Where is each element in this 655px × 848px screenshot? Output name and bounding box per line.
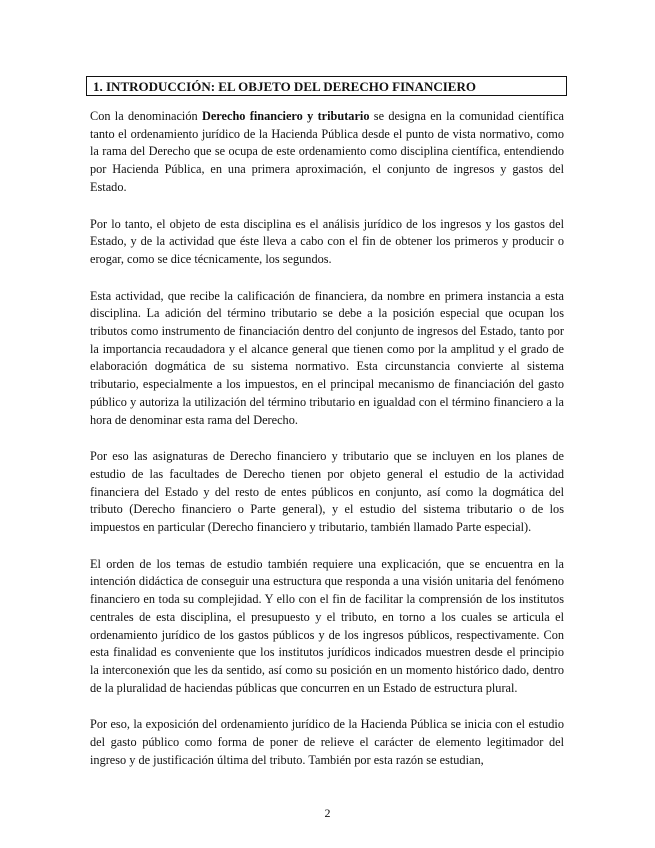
paragraph-3: Esta actividad, que recibe la calificación de financiera, da nombre en primera instancia a esta disciplina. La adición del término tributario se debe a la posición especial que ocupan los tributos como instrumento de financiación dentro del conjunto de ingresos del Estado, tanto por la importancia recaudadora y el alcance general que tienen como por la amplitud y el grado de elaboración dogmática de su sistema normativo. Esta circunstancia convierte al sistema tributario, especialmente a los impuestos, en el principal mecanismo de financiación del gasto público y autoriza la utilización del término tributario en igualdad con el término financiero a la hora de denominar esta rama del Derecho. [90,288,564,427]
body-text [90,108,564,789]
page-number: 2 [324,806,331,820]
paragraph-1-intro: Con la denominación [90,109,202,123]
paragraph-1-rest: se designa en la comunidad científica tanto el ordenamiento jurídico de la Hacienda Pública desde el punto de vista normativo, como la rama del Derecho que se ocupa de este ordenamiento como disciplina científica, entendiendo por Hacienda Pública, en una primera aproximación, el conjunto de ingresos y gastos del Estado. [90,109,564,194]
paragraph-6: Por eso, la exposición del ordenamiento jurídico de la Hacienda Pública se inicia con el estudio del gasto público como forma de poner de relieve el carácter de elemento legitimador del ingreso y de justificación última del tributo. También por esta razón se estudian, [90,717,564,767]
paragraph-1-bold-term: Derecho financiero y tributario [201,109,370,123]
paragraph-4: Por eso las asignaturas de Derecho financiero y tributario que se incluyen en los planes de estudio de las facultades de Derecho tienen por objeto general el estudio de la actividad financiera del Estado y del resto de entes públicos en conjunto, así como la dogmática del tributo (Derecho financiero o Parte general), y el estudio del sistema tributario o de los impuestos en particular (Derecho financiero y tributario, también llamado Parte especial). [90,449,564,535]
paragraph-5: El orden de los temas de estudio también requiere una explicación, que se encuentra en la intención didáctica de conseguir una estructura que responda a una visión unitaria del fenómeno financiero en toda su complejidad. Y ello con el fin de facilitar la comprensión de los institutos centrales de esta disciplina, el presupuesto y el tributo, en torno a los cuales se articula el ordenamiento jurídico de los gastos públicos y de los ingresos públicos, respectivamente. Con esta finalidad es conveniente que los institutos jurídicos indicados muestren desde el principio la interconexión que les da sentido, así como su posición en un momento histórico dado, dentro de la pluralidad de haciendas públicas que concurren en un Estado de estructura plural. [90,556,564,695]
paragraph-2: Por lo tanto, el objeto de esta disciplina es el análisis jurídico de los ingresos y los gastos del Estado, y de la actividad que éste lleva a cabo con el fin de obtener los primeros y producir o erogar, como se dice técnicamente, los segundos. [90,216,564,266]
section-heading: 1. INTRODUCCIÓN: EL OBJETO DEL DERECHO FINANCIERO [86,76,567,96]
paragraph-1 [90,108,564,197]
